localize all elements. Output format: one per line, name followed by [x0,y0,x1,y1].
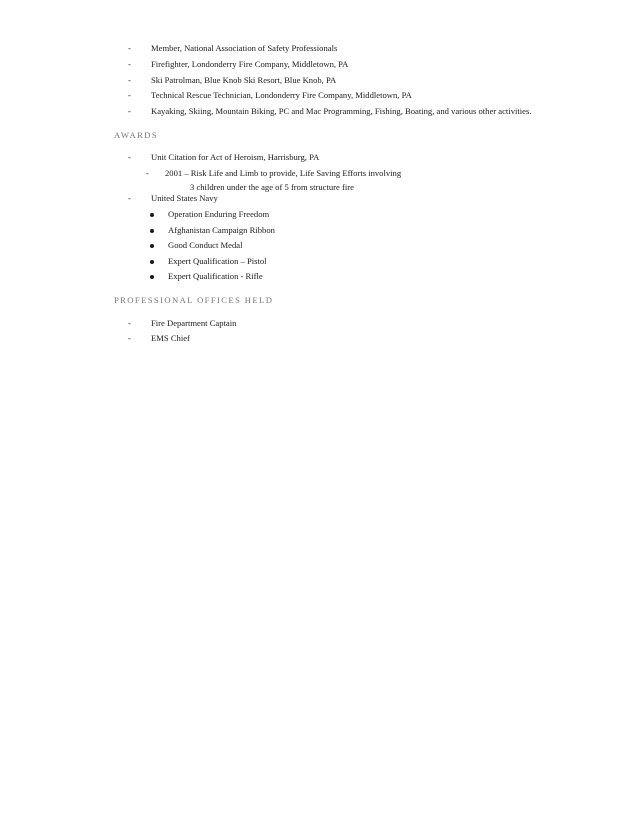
list-dash: - [128,90,131,100]
membership-item: Kayaking, Skiing, Mountain Biking, PC and Mac Programming, Fishing, Boating, and various other activities. [151,106,532,116]
awards-heading: AWARDS [114,130,158,140]
navy-award-item: Expert Qualification – Pistol [168,256,267,266]
office-item: EMS Chief [151,333,190,343]
list-dash: - [128,59,131,69]
membership-item: Technical Rescue Technician, Londonderry Fire Company, Middletown, PA [151,90,412,100]
bullet-icon [150,275,154,279]
navy-award-item: Operation Enduring Freedom [168,209,270,219]
navy-award-item: Good Conduct Medal [168,240,243,250]
award-citation-detail: 2001 – Risk Life and Limb to provide, Life Saving Efforts involving [165,168,402,178]
list-dash: - [128,43,131,53]
membership-item: Ski Patrolman, Blue Knob Ski Resort, Blue Knob, PA [151,75,337,85]
office-item: Fire Department Captain [151,318,237,328]
list-dash: - [146,168,149,178]
offices-heading: PROFESSIONAL OFFICES HELD [114,295,274,305]
list-dash: - [128,75,131,85]
bullet-icon [150,260,154,264]
award-citation-detail-continued: 3 children under the age of 5 from structure fire [190,182,354,192]
list-dash: - [128,193,131,203]
list-dash: - [128,106,131,116]
membership-item: Member, National Association of Safety Professionals [151,43,338,53]
award-navy: United States Navy [151,193,218,203]
navy-award-item: Expert Qualification - Rifle [168,271,263,281]
bullet-icon [150,213,154,217]
award-citation: Unit Citation for Act of Heroism, Harrisburg, PA [151,152,320,162]
bullet-icon [150,229,154,233]
bullet-icon [150,244,154,248]
list-dash: - [128,333,131,343]
list-dash: - [128,318,131,328]
membership-item: Firefighter, Londonderry Fire Company, Middletown, PA [151,59,349,69]
navy-award-item: Afghanistan Campaign Ribbon [168,225,275,235]
list-dash: - [128,152,131,162]
